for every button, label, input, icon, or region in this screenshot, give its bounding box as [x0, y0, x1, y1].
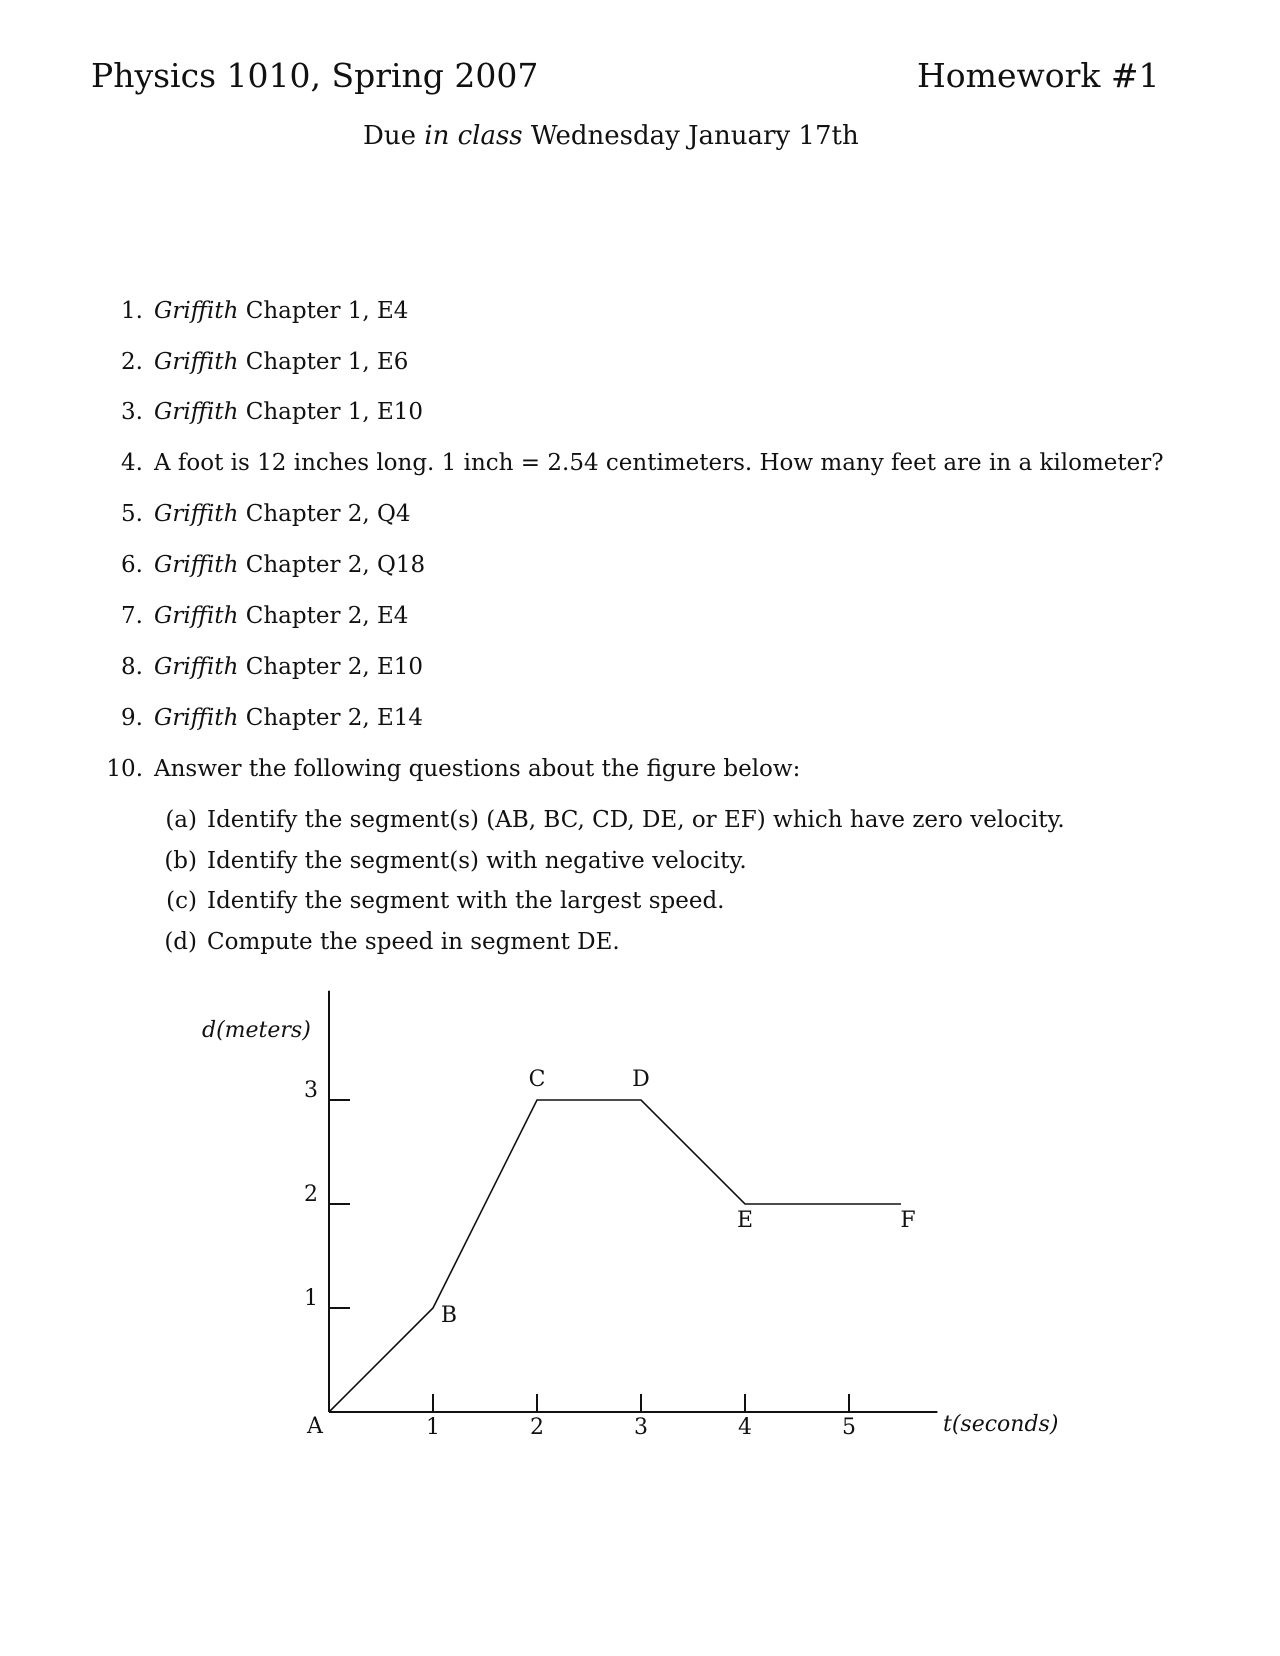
problem-number: 5.	[121, 501, 143, 527]
subquestion-text: Identify the segment(s) with negative velocity.	[207, 848, 747, 874]
y-tick-label: 2	[304, 1182, 318, 1207]
subquestion-label: (c)	[166, 888, 197, 914]
x-tick-label: 3	[634, 1415, 648, 1440]
problem-number: 7.	[121, 603, 143, 629]
problem-reference: Chapter 1, E10	[245, 399, 424, 425]
point-label-e: E	[736, 1208, 754, 1233]
distance-curve	[329, 1100, 901, 1412]
point-label-f: F	[900, 1208, 916, 1233]
problem-source: Griffith	[154, 705, 239, 731]
problem-source: Griffith	[154, 603, 239, 629]
problem-text: Answer the following questions about the figure below:	[154, 756, 801, 782]
due-emphasis: in class	[424, 121, 523, 151]
problem-number: 9.	[121, 705, 143, 731]
subquestion-label: (d)	[164, 929, 197, 955]
x-tick-label: 4	[738, 1415, 752, 1440]
point-label-c: C	[528, 1067, 546, 1092]
origin-label: A	[307, 1414, 323, 1439]
subquestion-label: (b)	[164, 848, 197, 874]
problem-reference: Chapter 2, E14	[245, 705, 424, 731]
problem-number: 1.	[121, 298, 143, 324]
x-tick-label: 5	[842, 1415, 856, 1440]
problem-source: Griffith	[154, 552, 239, 578]
y-tick-label: 1	[304, 1286, 318, 1311]
problem-number: 6.	[121, 552, 143, 578]
subquestion-text: Identify the segment with the largest speed.	[207, 888, 725, 914]
x-axis-label: t(seconds)	[943, 1412, 1059, 1437]
x-ticks	[426, 1394, 856, 1440]
problem-source: Griffith	[154, 654, 239, 680]
course-title: Physics 1010, Spring 2007	[91, 56, 539, 95]
y-tick-label: 3	[304, 1078, 318, 1103]
problem-reference: Chapter 1, E6	[245, 349, 409, 375]
problem-reference: Chapter 2, E10	[245, 654, 424, 680]
point-labels	[441, 1067, 916, 1328]
problem-source: Griffith	[154, 349, 239, 375]
subquestion-label: (a)	[165, 807, 197, 833]
problem-number: 10.	[106, 756, 143, 782]
problem-reference: Chapter 2, E4	[245, 603, 409, 629]
problem-number: 4.	[121, 450, 143, 476]
problem-source: Griffith	[154, 298, 239, 324]
x-tick-label: 2	[530, 1415, 544, 1440]
x-tick-label: 1	[426, 1415, 440, 1440]
problem-reference: Chapter 2, Q4	[245, 501, 411, 527]
problem-reference: Chapter 1, E4	[245, 298, 409, 324]
problem-source: Griffith	[154, 501, 239, 527]
y-axis-label: d(meters)	[202, 1018, 311, 1043]
homework-number: Homework #1	[917, 56, 1160, 95]
problem-text: A foot is 12 inches long. 1 inch = 2.54 centimeters. How many feet are in a kilometer?	[154, 450, 1164, 476]
y-ticks	[304, 1078, 350, 1311]
point-label-b: B	[440, 1303, 458, 1328]
problem-number: 3.	[121, 399, 143, 425]
subquestion-text: Identify the segment(s) (AB, BC, CD, DE, or EF) which have zero velocity.	[207, 807, 1065, 833]
due-prefix: Due	[363, 121, 416, 151]
problem-number: 2.	[121, 349, 143, 375]
problem-source: Griffith	[154, 399, 239, 425]
due-date: Wednesday January 17th	[530, 121, 859, 151]
problem-reference: Chapter 2, Q18	[245, 552, 426, 578]
subquestion-text: Compute the speed in segment DE.	[207, 929, 620, 955]
point-label-d: D	[632, 1067, 650, 1092]
problem-number: 8.	[121, 654, 143, 680]
